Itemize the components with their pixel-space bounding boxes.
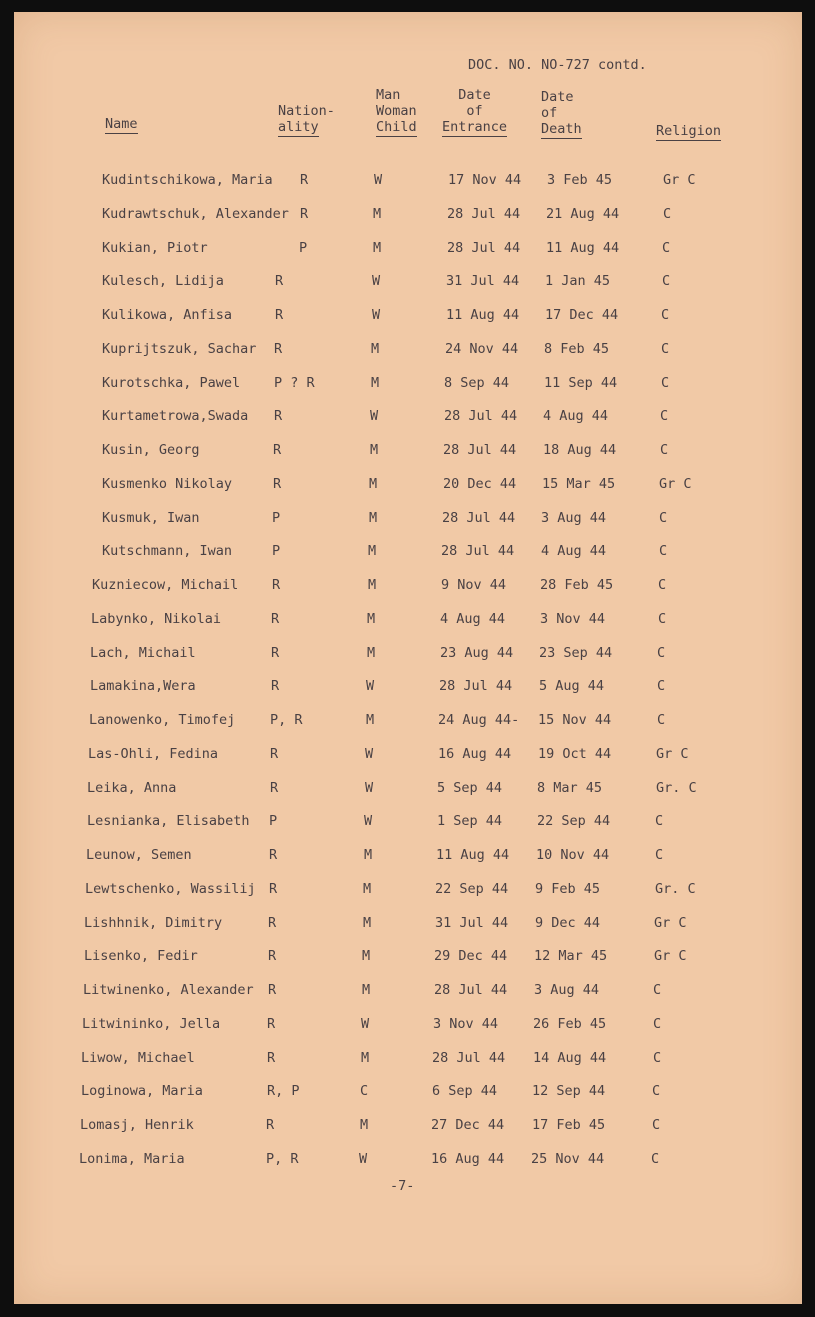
table-row xyxy=(14,206,802,226)
religion: C xyxy=(651,1150,660,1167)
table-row xyxy=(14,375,802,395)
sex-category: W xyxy=(365,745,374,762)
date-of-death: 10 Nov 44 xyxy=(536,847,610,863)
date-of-death: 9 Feb 45 xyxy=(535,880,601,897)
sex-category: W xyxy=(361,1015,370,1032)
person-name: Kulikowa, Anfisa xyxy=(102,307,233,323)
sex-category: W xyxy=(372,273,381,290)
date-of-entrance: 16 Aug 44 xyxy=(431,1150,505,1167)
sex-category: M xyxy=(368,577,377,593)
date-of-death: 23 Sep 44 xyxy=(539,644,613,661)
date-of-death: 9 Dec 44 xyxy=(535,914,601,931)
person-name: Kudrawtschuk, Alexander xyxy=(102,205,289,222)
date-of-entrance: 24 Nov 44 xyxy=(445,340,519,357)
date-of-entrance: 28 Jul 44 xyxy=(432,1049,506,1066)
date-of-death: 17 Dec 44 xyxy=(545,307,619,323)
table-row xyxy=(14,1016,802,1036)
person-name: Kurtametrowa,Swada xyxy=(102,408,249,425)
sex-category: M xyxy=(371,340,380,357)
date-of-death: 15 Nov 44 xyxy=(538,712,612,728)
header-name: Name xyxy=(105,116,138,132)
table-row xyxy=(14,1151,802,1171)
sex-category: M xyxy=(368,543,377,560)
religion: C xyxy=(657,644,666,661)
nationality: R xyxy=(267,1015,276,1032)
sex-category: M xyxy=(362,982,371,998)
religion: C xyxy=(655,813,664,830)
person-name: Las-Ohli, Fedina xyxy=(88,745,219,762)
person-name: Kuprijtszuk, Sachar xyxy=(102,340,257,357)
date-of-entrance: 29 Dec 44 xyxy=(434,948,508,965)
date-of-death: 5 Aug 44 xyxy=(539,678,605,695)
nationality: P, R xyxy=(270,712,303,728)
table-row xyxy=(14,847,802,867)
nationality: R xyxy=(269,847,278,863)
date-of-entrance: 28 Jul 44 xyxy=(442,509,516,526)
date-of-death: 3 Nov 44 xyxy=(540,610,606,627)
sex-category: W xyxy=(365,779,374,796)
nationality: R xyxy=(272,577,281,593)
date-of-death: 3 Aug 44 xyxy=(541,509,607,526)
sex-category: M xyxy=(370,442,379,458)
nationality: R xyxy=(274,408,283,425)
person-name: Loginowa, Maria xyxy=(81,1083,203,1100)
date-of-entrance: 11 Aug 44 xyxy=(446,307,520,323)
date-of-entrance: 28 Jul 44 xyxy=(447,205,521,222)
nationality: R, P xyxy=(267,1083,300,1100)
person-name: Lamakina,Wera xyxy=(90,678,196,695)
date-of-death: 4 Aug 44 xyxy=(543,408,609,425)
sex-category: W xyxy=(370,408,379,425)
date-of-entrance: 17 Nov 44 xyxy=(448,172,522,188)
person-name: Litwininko, Jella xyxy=(82,1015,221,1032)
person-name: Kutschmann, Iwan xyxy=(102,543,233,560)
person-name: Kusmuk, Iwan xyxy=(102,509,200,526)
religion: C xyxy=(657,678,666,695)
table-row xyxy=(14,476,802,496)
nationality: R xyxy=(271,644,280,661)
sex-category: M xyxy=(363,880,372,897)
nationality: R xyxy=(273,475,282,492)
religion: C xyxy=(658,610,667,627)
person-name: Kusmenko Nikolay xyxy=(102,475,233,492)
date-of-entrance: 24 Aug 44- xyxy=(438,712,520,728)
date-of-death: 25 Nov 44 xyxy=(531,1150,605,1167)
person-name: Litwinenko, Alexander xyxy=(83,982,254,998)
sex-category: C xyxy=(360,1083,369,1100)
table-row xyxy=(14,341,802,361)
date-of-entrance: 23 Aug 44 xyxy=(440,644,514,661)
table-row xyxy=(14,172,802,192)
table-row xyxy=(14,948,802,968)
table-row xyxy=(14,408,802,428)
sex-category: M xyxy=(373,205,382,222)
nationality: R xyxy=(269,880,278,897)
date-of-death: 4 Aug 44 xyxy=(541,543,607,560)
religion: C xyxy=(653,1015,662,1032)
religion: C xyxy=(653,1049,662,1066)
date-of-death: 14 Aug 44 xyxy=(533,1049,607,1066)
sex-category: M xyxy=(369,475,378,492)
person-name: Kudintschikowa, Maria xyxy=(102,172,273,188)
table-row xyxy=(14,543,802,563)
nationality: R xyxy=(270,779,279,796)
date-of-death: 26 Feb 45 xyxy=(533,1015,607,1032)
sex-category: W xyxy=(372,307,381,323)
person-name: Leunow, Semen xyxy=(86,847,192,863)
header-nationality: Nation- ality xyxy=(278,103,335,135)
nationality: R xyxy=(300,205,309,222)
table-row xyxy=(14,645,802,665)
table-row xyxy=(14,881,802,901)
table-row xyxy=(14,1083,802,1103)
table-row xyxy=(14,982,802,1002)
person-name: Lach, Michail xyxy=(90,644,196,661)
nationality: R xyxy=(268,982,277,998)
sex-category: M xyxy=(367,610,376,627)
religion: C xyxy=(661,340,670,357)
religion: C xyxy=(659,509,668,526)
sex-category: M xyxy=(371,374,380,391)
sex-category: M xyxy=(362,948,371,965)
header-date-of-death: Date of Death xyxy=(541,89,582,137)
nationality: R xyxy=(275,273,284,290)
date-of-entrance: 31 Jul 44 xyxy=(435,914,509,931)
date-of-death: 12 Sep 44 xyxy=(532,1083,606,1100)
nationality: P xyxy=(272,543,281,560)
table-row xyxy=(14,1117,802,1137)
table-row xyxy=(14,813,802,833)
table-row xyxy=(14,678,802,698)
person-name: Lewtschenko, Wassilij xyxy=(85,880,256,897)
document-number: DOC. NO. NO-727 contd. xyxy=(468,57,647,73)
religion: C xyxy=(662,239,671,256)
sex-category: M xyxy=(360,1117,369,1133)
religion: C xyxy=(657,712,666,728)
sex-category: M xyxy=(367,644,376,661)
date-of-entrance: 9 Nov 44 xyxy=(441,577,507,593)
sex-category: W xyxy=(366,678,375,695)
person-name: Lomasj, Henrik xyxy=(80,1117,194,1133)
date-of-entrance: 28 Jul 44 xyxy=(439,678,513,695)
religion: Gr C xyxy=(663,172,696,188)
religion: Gr C xyxy=(656,745,689,762)
date-of-entrance: 20 Dec 44 xyxy=(443,475,517,492)
nationality: R xyxy=(273,442,282,458)
nationality: P, R xyxy=(266,1150,299,1167)
date-of-death: 22 Sep 44 xyxy=(537,813,611,830)
header-man-woman-child: Man Woman Child xyxy=(376,87,417,135)
religion: C xyxy=(659,543,668,560)
religion: C xyxy=(660,442,669,458)
person-name: Lonima, Maria xyxy=(79,1150,185,1167)
religion: C xyxy=(652,1083,661,1100)
header-religion: Religion xyxy=(656,123,722,139)
nationality: R xyxy=(275,307,284,323)
religion: Gr C xyxy=(654,914,687,931)
header-date-of-entrance: Date of Entrance xyxy=(442,87,508,135)
person-name: Lisenko, Fedir xyxy=(84,948,198,965)
nationality: R xyxy=(271,610,280,627)
sex-category: M xyxy=(361,1049,370,1066)
table-row xyxy=(14,577,802,597)
date-of-death: 8 Mar 45 xyxy=(537,779,603,796)
nationality: R xyxy=(271,678,280,695)
sex-category: M xyxy=(373,239,382,256)
date-of-death: 11 Aug 44 xyxy=(546,239,620,256)
sex-category: M xyxy=(369,509,378,526)
date-of-death: 3 Feb 45 xyxy=(547,172,613,188)
date-of-entrance: 3 Nov 44 xyxy=(433,1015,499,1032)
date-of-death: 8 Feb 45 xyxy=(544,340,610,357)
table-row xyxy=(14,611,802,631)
table-row xyxy=(14,712,802,732)
date-of-death: 28 Feb 45 xyxy=(540,577,614,593)
date-of-entrance: 31 Jul 44 xyxy=(446,273,520,290)
person-name: Kukian, Piotr xyxy=(102,239,208,256)
religion: C xyxy=(652,1117,661,1133)
religion: C xyxy=(660,408,669,425)
date-of-death: 3 Aug 44 xyxy=(534,982,600,998)
religion: Gr. C xyxy=(656,779,697,796)
religion: C xyxy=(662,273,671,290)
table-row xyxy=(14,1050,802,1070)
sex-category: W xyxy=(374,172,383,188)
person-name: Kuzniecow, Michail xyxy=(92,577,239,593)
date-of-entrance: 5 Sep 44 xyxy=(437,779,503,796)
sex-category: M xyxy=(364,847,373,863)
religion: C xyxy=(661,374,670,391)
religion: C xyxy=(661,307,670,323)
nationality: R xyxy=(267,1049,276,1066)
nationality: R xyxy=(268,948,277,965)
sex-category: M xyxy=(366,712,375,728)
date-of-entrance: 28 Jul 44 xyxy=(441,543,515,560)
table-row xyxy=(14,780,802,800)
table-row xyxy=(14,915,802,935)
person-name: Kulesch, Lidija xyxy=(102,273,224,290)
table-row xyxy=(14,240,802,260)
person-name: Kusin, Georg xyxy=(102,442,200,458)
date-of-death: 12 Mar 45 xyxy=(534,948,608,965)
nationality: P xyxy=(272,509,281,526)
date-of-death: 19 Oct 44 xyxy=(538,745,612,762)
date-of-entrance: 28 Jul 44 xyxy=(443,442,517,458)
date-of-entrance: 11 Aug 44 xyxy=(436,847,510,863)
date-of-entrance: 27 Dec 44 xyxy=(431,1117,505,1133)
date-of-entrance: 22 Sep 44 xyxy=(435,880,509,897)
religion: C xyxy=(655,847,664,863)
person-name: Lesnianka, Elisabeth xyxy=(87,813,250,830)
person-name: Kurotschka, Pawel xyxy=(102,374,241,391)
person-name: Labynko, Nikolai xyxy=(91,610,222,627)
sex-category: W xyxy=(364,813,373,830)
date-of-death: 1 Jan 45 xyxy=(545,273,611,290)
nationality: R xyxy=(300,172,309,188)
date-of-entrance: 16 Aug 44 xyxy=(438,745,512,762)
date-of-death: 21 Aug 44 xyxy=(546,205,620,222)
nationality: R xyxy=(268,914,277,931)
date-of-death: 15 Mar 45 xyxy=(542,475,616,492)
sex-category: W xyxy=(359,1150,368,1167)
table-row xyxy=(14,746,802,766)
religion: C xyxy=(658,577,667,593)
nationality: R xyxy=(274,340,283,357)
table-row xyxy=(14,442,802,462)
date-of-entrance: 1 Sep 44 xyxy=(437,813,503,830)
person-name: Liwow, Michael xyxy=(81,1049,195,1066)
page-number: -7- xyxy=(390,1178,415,1194)
date-of-death: 11 Sep 44 xyxy=(544,374,618,391)
nationality: P xyxy=(299,239,308,256)
table-row xyxy=(14,307,802,327)
person-name: Lishhnik, Dimitry xyxy=(84,914,223,931)
date-of-entrance: 6 Sep 44 xyxy=(432,1083,498,1100)
date-of-death: 17 Feb 45 xyxy=(532,1117,606,1133)
date-of-entrance: 28 Jul 44 xyxy=(434,982,508,998)
nationality: R xyxy=(270,745,279,762)
person-name: Leika, Anna xyxy=(87,779,177,796)
date-of-entrance: 4 Aug 44 xyxy=(440,610,506,627)
table-row xyxy=(14,510,802,530)
religion: C xyxy=(663,205,672,222)
religion: Gr. C xyxy=(655,880,696,897)
date-of-entrance: 28 Jul 44 xyxy=(447,239,521,256)
religion: Gr C xyxy=(654,948,687,965)
religion: Gr C xyxy=(659,475,692,492)
nationality: R xyxy=(266,1117,275,1133)
nationality: P xyxy=(269,813,278,830)
date-of-entrance: 8 Sep 44 xyxy=(444,374,510,391)
person-name: Lanowenko, Timofej xyxy=(89,712,236,728)
religion: C xyxy=(653,982,662,998)
nationality: P ? R xyxy=(274,374,315,391)
date-of-death: 18 Aug 44 xyxy=(543,442,617,458)
sex-category: M xyxy=(363,914,372,931)
table-row xyxy=(14,273,802,293)
document-page xyxy=(14,12,802,1304)
date-of-entrance: 28 Jul 44 xyxy=(444,408,518,425)
